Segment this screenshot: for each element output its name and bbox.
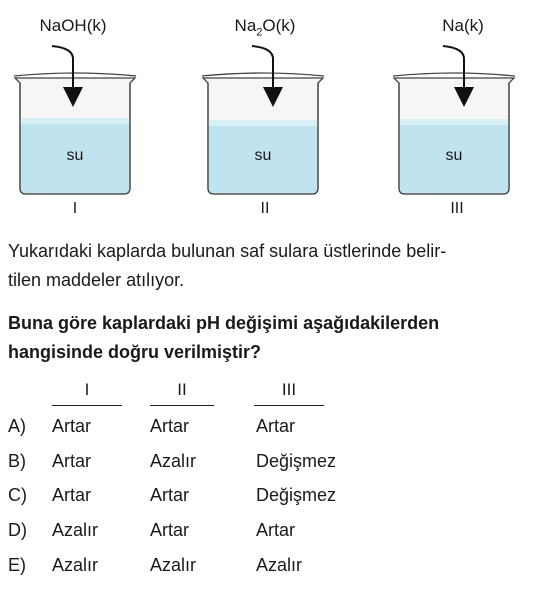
option-cell-1: Artar (52, 416, 92, 436)
option-letter: A) (8, 416, 26, 436)
option-cell-3: Değişmez (256, 485, 337, 505)
beakers-figure (0, 0, 542, 200)
liquid-label-2: su (254, 147, 272, 164)
option-cell-3: Azalır (256, 555, 303, 575)
intro-paragraph (8, 237, 534, 295)
option-cell-2: Artar (150, 520, 190, 540)
option-letter: C) (8, 485, 27, 505)
option-letter: E) (8, 555, 26, 575)
option-cell-2: Azalır (150, 451, 197, 471)
reagent-label-2: $Na_2O(k)$ (234, 16, 296, 39)
question-line-1: Buna göre kaplardaki pH değişimi aşağıdakilerden (8, 313, 440, 333)
question-text (8, 309, 534, 367)
column-header-3: III (281, 380, 297, 399)
column-underline-2 (150, 405, 214, 406)
option-cell-2: Artar (150, 485, 190, 505)
beaker-numeral-1: I (72, 200, 78, 217)
option-cell-1: Azalır (52, 520, 99, 540)
option-cell-2: Azalır (150, 555, 197, 575)
beaker-2 (202, 46, 324, 194)
column-underline-1 (52, 405, 122, 406)
reagent-label-1: NaOH(k) (39, 16, 107, 35)
option-letter: B) (8, 451, 26, 471)
beaker-numeral-3: III (450, 200, 464, 217)
column-underline-3 (254, 405, 324, 406)
beaker-3 (393, 46, 515, 194)
intro-line-2: tilen maddeler atılıyor. (8, 270, 185, 290)
option-cell-3: Artar (256, 416, 296, 436)
beaker-numeral-2: II (260, 200, 270, 217)
reagent-label-3: Na(k) (442, 16, 484, 35)
option-cell-3: Artar (256, 520, 296, 540)
option-cell-2: Artar (150, 416, 190, 436)
option-cell-1: Artar (52, 451, 92, 471)
column-header-2: II (177, 380, 187, 399)
liquid-label-1: su (66, 147, 84, 164)
beaker-1 (14, 46, 136, 194)
intro-line-1: Yukarıdaki kaplarda bulunan saf sulara üstlerinde belir- (8, 241, 447, 261)
liquid-label-3: su (445, 147, 463, 164)
column-header-1: I (84, 380, 90, 399)
option-cell-1: Artar (52, 485, 92, 505)
option-letter: D) (8, 520, 27, 540)
option-cell-1: Azalır (52, 555, 99, 575)
question-line-2: hangisinde doğru verilmiştir? (8, 342, 262, 362)
option-cell-3: Değişmez (256, 451, 337, 471)
